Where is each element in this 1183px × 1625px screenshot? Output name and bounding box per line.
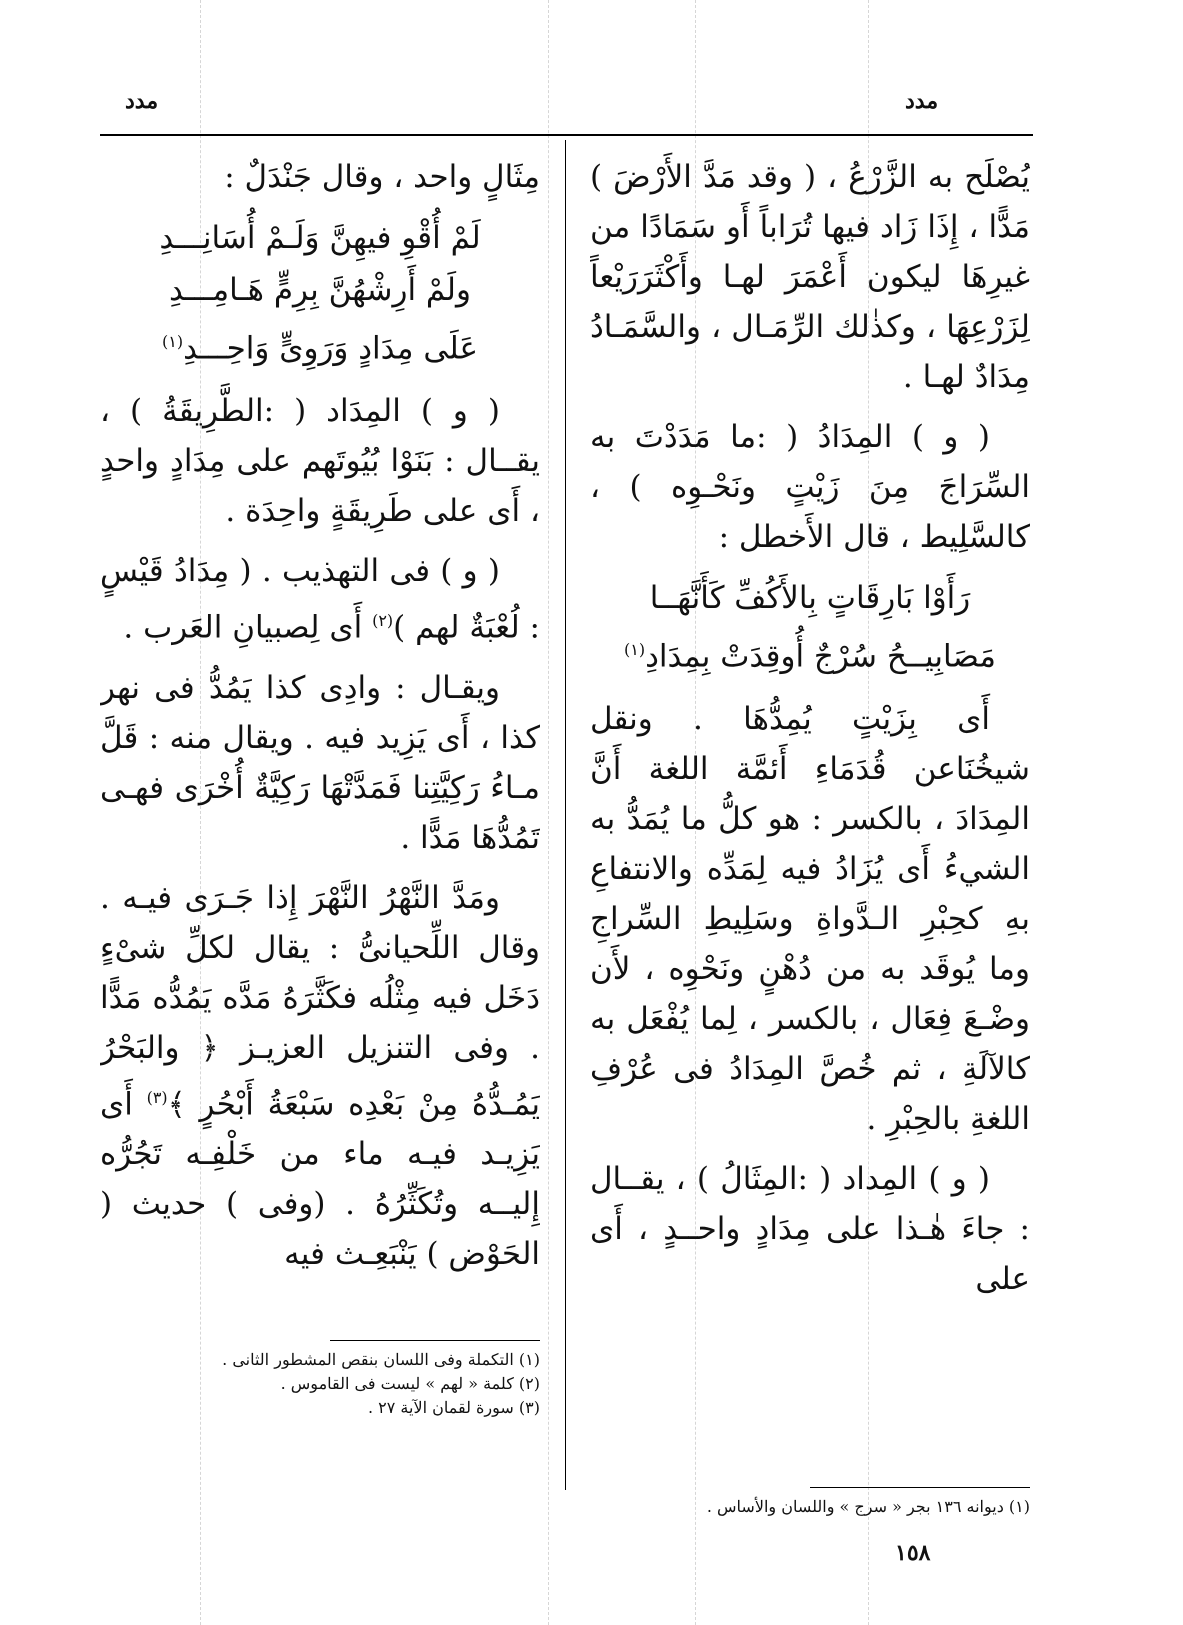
verse xyxy=(590,572,1030,682)
footnote-ref: (٣) xyxy=(146,1087,168,1107)
paragraph: مِثَالٍ واحد ، وقال جَنْدَلٌ : xyxy=(224,159,540,195)
verse-line xyxy=(590,624,1030,682)
footnote-rule xyxy=(810,1487,1030,1488)
paragraph-text: أَى يَزِيـد فيـه ماء من خَلْفِـه تَجُرُّه إِليــه وتُكَثِّرُهُ . (وفى ) حديث ( الحَوْض ) يَنْبَعِـث فيه xyxy=(100,1085,540,1272)
paragraph xyxy=(100,873,540,1279)
running-header-right: مدد xyxy=(905,88,939,114)
footnote-ref: (٢) xyxy=(372,611,394,631)
running-header-left: مدد xyxy=(125,88,159,114)
verse-line: رَأَوْا بَارِقَاتٍ بِالأَكُفِّ كَأَنَّهَــا xyxy=(649,580,971,616)
right-column xyxy=(590,152,1030,1492)
paragraph xyxy=(100,546,540,652)
fold-line xyxy=(548,0,549,1625)
footnote: (١) ديوانه ١٣٦ بجر « سرج » واللسان والأساس . xyxy=(706,1497,1030,1516)
verse-line-text: مَصَابِيــحُ سُرْجٌ أُوقِدَتْ بِمِدَادِ xyxy=(645,638,996,675)
paragraph-text: ( و ) فى التهذيب . ( مِدَادُ قَيْسٍ : لُعْبَةٌ لهم ) xyxy=(100,553,540,646)
verse xyxy=(100,212,540,374)
paragraph: ويقـال : وادِى كذا يَمُدُّ فى نهر كذا ، أَى يَزِيد فيه . ويقال منه : قَلَّ مـاءُ رَكِيَّتِنا فَمَدَّتْهَا رَكِيَّةٌ أُخْرَى فهـى تَمُدُّهَا مَدًّا . xyxy=(100,669,540,856)
footnote-rule xyxy=(330,1340,540,1341)
verse-line: ولَمْ أَرِشْهُنَّ بِرِمٍّ هَـامِـــدِ xyxy=(169,272,471,308)
verse-line xyxy=(100,316,540,374)
paragraph-text: أَى لِصبيانِ العَرب . xyxy=(123,609,373,646)
footnote: (٢) كلمة « لهم » ليست فى القاموس . xyxy=(280,1374,540,1393)
verse-line-text: عَلَى مِدَادٍ وَرَوِىٍّ وَاحِـــدِ xyxy=(183,330,478,367)
footnote: (٣) سورة لقمان الآية ٢٧ . xyxy=(367,1398,540,1417)
paragraph: أَى بِزَيْتٍ يُمِدُّهَا . ونقل شيخُنَاعن قُدَمَاءِ أَئمَّة اللغة أَنَّ المِدَادَ ، بالكسر : هو كلُّ ما يُمَدُّ به الشيءُ أَى يُزَادُ فيه لِمَدِّه والانتفاعِ بهِ كحِبْرِ الـدَّواةِ وسَلِيطِ السِّراجِ وما يُوقَد به من دُهْنٍ ونَحْوِه ، لأَن وضْـعَ فِعَال ، بالكسر ، لِما يُفْعَل به كالآلَةِ ، ثم خُصَّ المِدَادُ فى عُرْفِ اللغةِ بالحِبْرِ . xyxy=(590,701,1030,1138)
footnotes-left xyxy=(130,1348,540,1420)
footnote: (١) التكملة وفى اللسان بنقص المشطور الثانى . xyxy=(222,1350,540,1369)
paragraph-text: ومَدَّ النَّهْرُ النَّهْرَ إِذا جَـرَى فيـه . وقال اللِّحيانىُّ : يقال لكلِّ شىْءٍ دَخَل فيه مِثْلُه فكَثَّرَهُ مَدَّه يَمُدُّه مَدًّا . وفى التنزيل العزيـز ﴿ والبَحْرُ يَمُـدُّهُ مِنْ بَعْدِه سَبْعَةُ أَبْحُرٍ ﴾ xyxy=(100,879,540,1122)
paragraph: ( و ) المِدَاد ( :الطَّرِيقَةُ ) ، يقــال : بَنَوْا بُيُوتَهم على مِدَادٍ واحدٍ ، أَى على طَرِيقَةٍ واحِدَة . xyxy=(100,393,540,530)
paragraph: يُصْلَح به الزَّرْعُ ، ( وقد مَدَّ الأَرْضَ ) مَدًّا ، إِذَا زَاد فيها تُرَاباً أَو سَمَادًا من غيرِهَا ليكون أَعْمَرَ لهـا وأَكْثَرَرَيْعاً لِزَرْعِهَا ، وكذٰلك الرِّمَـال ، والسَّمَـادُ مِدَادٌ لهـا . xyxy=(590,159,1030,395)
footnote-ref: (١) xyxy=(624,640,646,659)
footnote-ref: (١) xyxy=(162,332,184,351)
column-divider xyxy=(565,140,566,1490)
header-rule xyxy=(100,134,1033,136)
verse-line: لَمْ أُقْوِ فيهِنَّ وَلَـمْ أُسَانِـــدِ xyxy=(159,220,481,256)
paragraph: ( و ) المِداد ( :المِثَالُ ) ، يقــال : جاءَ هٰـذا على مِدَادٍ واحــدٍ ، أَى على xyxy=(590,1161,1030,1298)
page-number: ١٥٨ xyxy=(895,1540,931,1566)
paragraph: ( و ) المِدَادُ ( :ما مَدَدْتَ به السِّرَاجَ مِنَ زَيْتٍ ونَحْـوِه ) ، كالسَّلِيط ، قال الأَخطل : xyxy=(590,419,1030,555)
footnotes-right xyxy=(590,1495,1030,1519)
left-column xyxy=(100,152,540,1337)
